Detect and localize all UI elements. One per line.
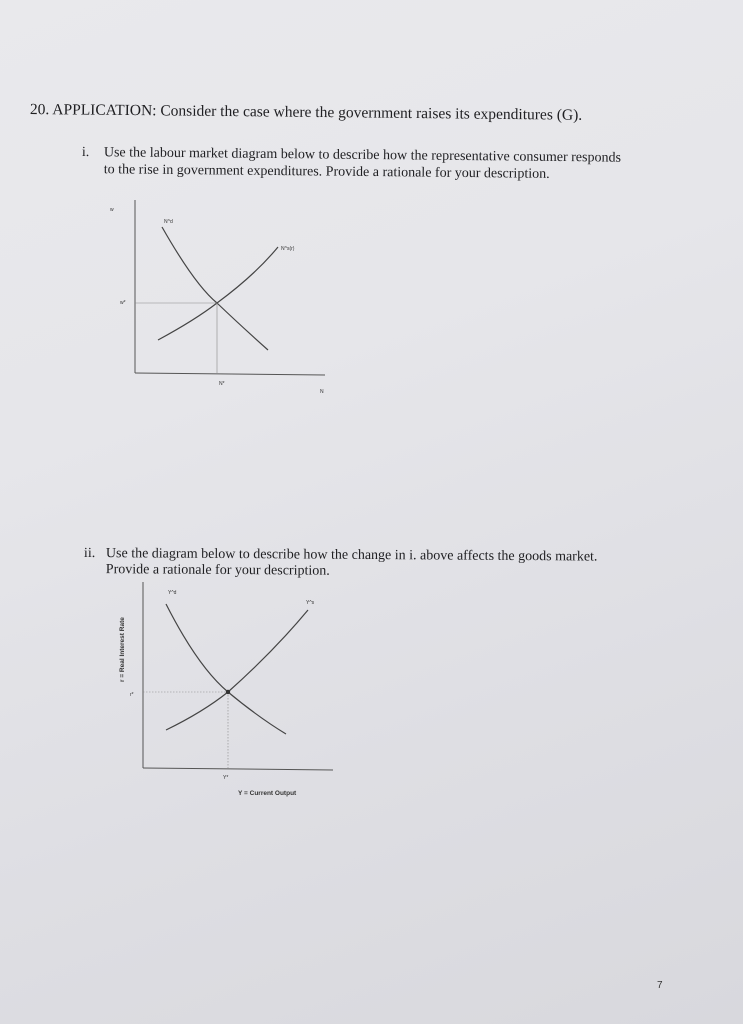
part-ii-line-2: Provide a rationale for your description. [105, 562, 330, 579]
labour-market-diagram [100, 200, 340, 400]
labour-supply-label: N^s(r) [281, 246, 295, 252]
goods-y-axis-label: r = Real Interest Rate [119, 617, 126, 682]
labour-x-axis-label: N [320, 389, 324, 395]
goods-supply-curve [166, 610, 308, 730]
labour-equilibrium-wage-label: w* [120, 300, 126, 306]
goods-x-axis-label: Y = Current Output [238, 790, 297, 797]
question-number: 20. [29, 100, 50, 119]
labour-y-axis-label: w [110, 207, 114, 213]
question-heading [30, 100, 710, 127]
part-ii-prompt [84, 546, 684, 582]
labour-equilibrium-employment-label: N* [219, 381, 225, 387]
page-number: 7 [657, 980, 663, 991]
labour-supply-curve [158, 247, 278, 340]
goods-equilibrium-rate-label: r* [130, 692, 134, 698]
labour-demand-curve [162, 227, 268, 350]
part-i-line-2: to the rise in government expenditures. Provide a rationale for your description. [103, 162, 550, 182]
part-i-line-1: Use the labour market diagram below to describe how the representative consumer responds [103, 145, 622, 166]
part-i-numeral: i. [81, 144, 90, 161]
goods-market-diagram [108, 582, 348, 802]
goods-equilibrium-output-label: Y* [223, 775, 229, 781]
goods-demand-label: Y^d [168, 590, 177, 596]
goods-x-axis [143, 768, 333, 770]
question-text: APPLICATION: Consider the case where the government raises its expenditures (G). [52, 101, 583, 124]
part-ii-numeral: ii. [83, 546, 96, 562]
part-ii-line-1: Use the diagram below to describe how the change in i. above affects the goods market. [105, 546, 598, 565]
labour-demand-label: N^d [164, 219, 173, 225]
part-i-prompt [82, 144, 702, 184]
labour-x-axis [135, 373, 325, 375]
goods-supply-label: Y^s [306, 600, 315, 606]
goods-equilibrium-point [226, 690, 230, 694]
goods-demand-curve [166, 604, 286, 734]
